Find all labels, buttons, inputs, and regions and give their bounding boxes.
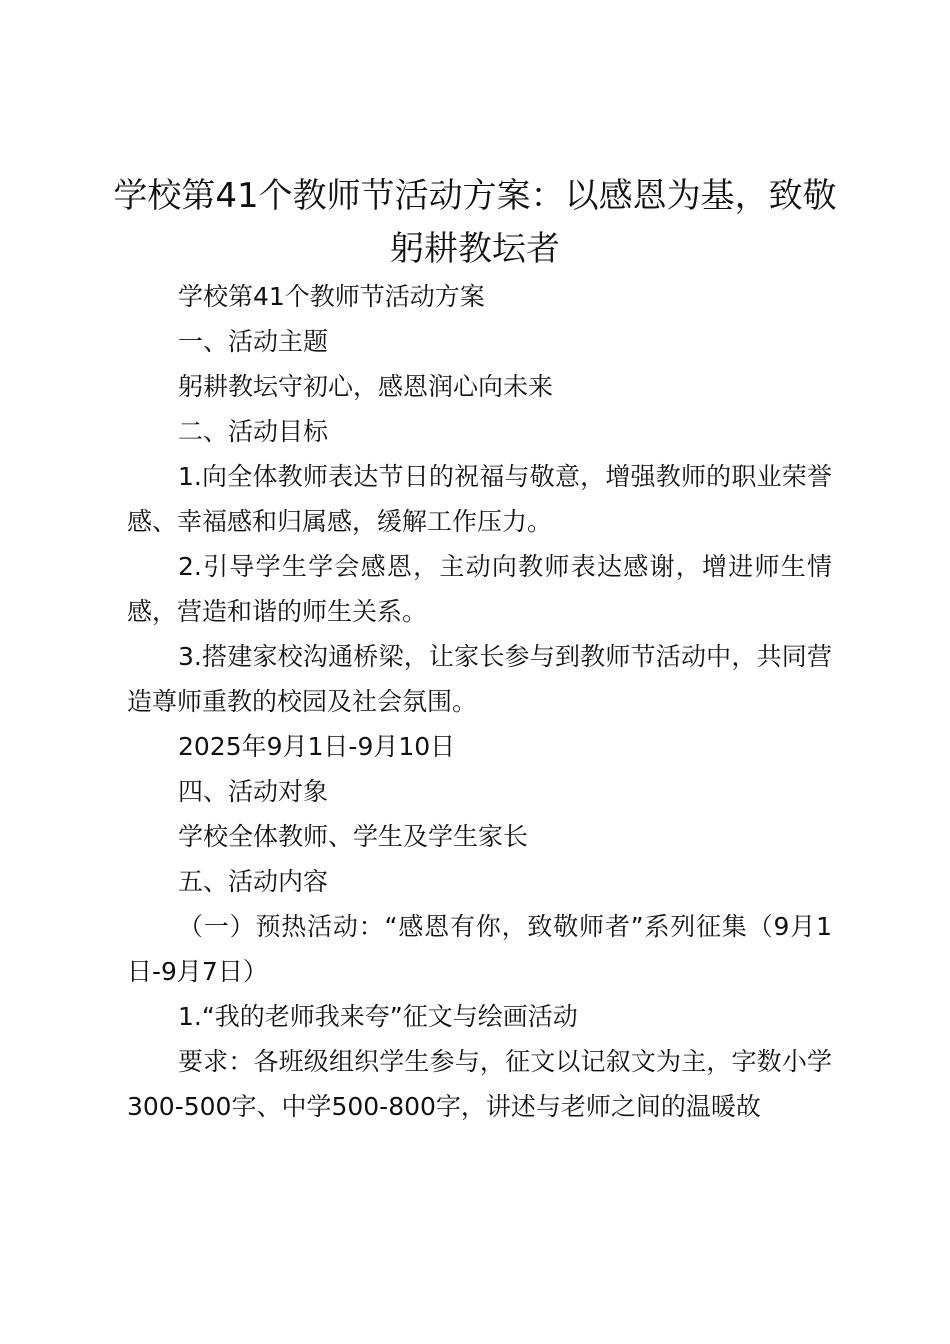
paragraph-essay-drawing: 1.“我的老师我来夸”征文与绘画活动 [178, 1002, 578, 1031]
paragraph-plan-name: 学校第41个教师节活动方案 [178, 282, 485, 311]
heading-activity-goals: 二、活动目标 [178, 417, 329, 446]
paragraph-activity-dates: 2025年9月1日-9月10日 [178, 732, 456, 761]
heading-activity-content: 五、活动内容 [178, 867, 329, 896]
paragraph-goal-3: 3.搭建家校沟通桥梁，让家长参与到教师节活动中，共同营造尊师重教的校园及社会氛围。 [127, 642, 832, 716]
paragraph-goal-2: 2.引导学生学会感恩，主动向教师表达感谢，增进师生情感，营造和谐的师生关系。 [127, 552, 832, 626]
paragraph-goal-1: 1.向全体教师表达节日的祝福与敬意，增强教师的职业荣誉感、幸福感和归属感，缓解工作压力。 [127, 462, 832, 536]
heading-activity-theme: 一、活动主题 [178, 327, 329, 356]
paragraph-requirements: 要求：各班级组织学生参与，征文以记叙文为主，字数小学300-500字、中学500-800字，讲述与老师之间的温暖故 [127, 1047, 832, 1121]
document-body [127, 274, 832, 1129]
paragraph-targets-text: 学校全体教师、学生及学生家长 [178, 822, 529, 851]
paragraph-warmup-activity: （一）预热活动：“感恩有你，致敬师者”系列征集（9月1日-9月7日） [127, 912, 832, 986]
heading-activity-targets: 四、活动对象 [178, 777, 329, 806]
paragraph-theme-text: 躬耕教坛守初心，感恩润心向未来 [178, 372, 554, 401]
document-title: 学校第41个教师节活动方案：以感恩为基，致敬躬耕教坛者 [113, 176, 837, 269]
